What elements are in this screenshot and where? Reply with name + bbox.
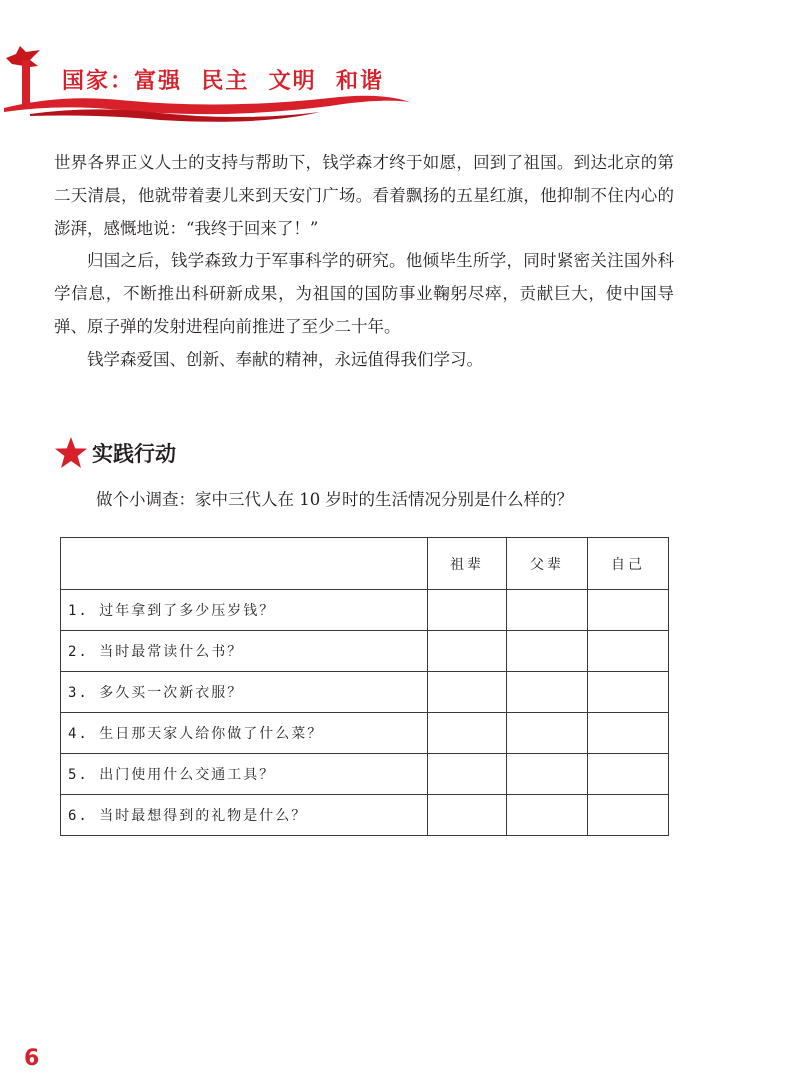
paragraph: 世界各界正义人士的支持与帮助下，钱学森才终于如愿，回到了祖国。到达北京的第二天清晨，他就带着妻儿来到天安门广场。看着飘扬的五星红旗，他抑制不住内心的澎湃，感慨地说：“我终于回来了！” [54, 153, 674, 238]
column-header-self: 自己 [588, 538, 669, 590]
star-icon [54, 436, 88, 470]
answer-cell[interactable] [507, 713, 588, 754]
table-row [61, 713, 669, 754]
paragraph: 归国之后，钱学森致力于军事科学的研究。他倾毕生所学，同时紧密关注国外科学信息，不断推出科研新成果，为祖国的国防事业鞠躬尽瘁，贡献巨大，使中国导弹、原子弹的发射进程向前推进了至少二十年。 [54, 251, 674, 336]
question-cell: 1. 过年拿到了多少压岁钱？ [61, 590, 428, 631]
table-row [61, 795, 669, 836]
question-cell: 2. 当时最常读什么书？ [61, 631, 428, 672]
answer-cell[interactable] [428, 672, 507, 713]
column-header-grandparents: 祖辈 [428, 538, 507, 590]
section-title: 实践行动 [92, 442, 176, 466]
answer-cell[interactable] [588, 754, 669, 795]
page-number: 6 [24, 1046, 40, 1071]
table-row [61, 754, 669, 795]
paragraph: 钱学森爱国、创新、奉献的精神，永远值得我们学习。 [87, 349, 483, 369]
answer-cell[interactable] [507, 590, 588, 631]
survey-prompt: 做个小调查：家中三代人在 10 岁时的生活情况分别是什么样的？ [96, 490, 573, 509]
answer-cell[interactable] [588, 713, 669, 754]
column-header [61, 538, 428, 590]
table-row [61, 590, 669, 631]
answer-cell[interactable] [507, 631, 588, 672]
page-header [0, 40, 420, 130]
table-row [61, 631, 669, 672]
answer-cell[interactable] [428, 713, 507, 754]
question-cell: 3. 多久买一次新衣服？ [61, 672, 428, 713]
answer-cell[interactable] [428, 590, 507, 631]
answer-cell[interactable] [507, 672, 588, 713]
article-body [54, 147, 674, 377]
table-header-row [61, 538, 669, 590]
answer-cell[interactable] [588, 795, 669, 836]
answer-cell[interactable] [428, 795, 507, 836]
column-header-parents: 父辈 [507, 538, 588, 590]
answer-cell[interactable] [588, 672, 669, 713]
answer-cell[interactable] [428, 754, 507, 795]
question-cell: 6. 当时最想得到的礼物是什么？ [61, 795, 428, 836]
question-cell: 5. 出门使用什么交通工具？ [61, 754, 428, 795]
answer-cell[interactable] [588, 631, 669, 672]
survey-table [60, 537, 669, 836]
header-title: 国家：富强 民主 文明 和谐 [62, 69, 384, 94]
question-cell: 4. 生日那天家人给你做了什么菜？ [61, 713, 428, 754]
answer-cell[interactable] [428, 631, 507, 672]
answer-cell[interactable] [507, 795, 588, 836]
table-row [61, 672, 669, 713]
answer-cell[interactable] [588, 590, 669, 631]
answer-cell[interactable] [507, 754, 588, 795]
